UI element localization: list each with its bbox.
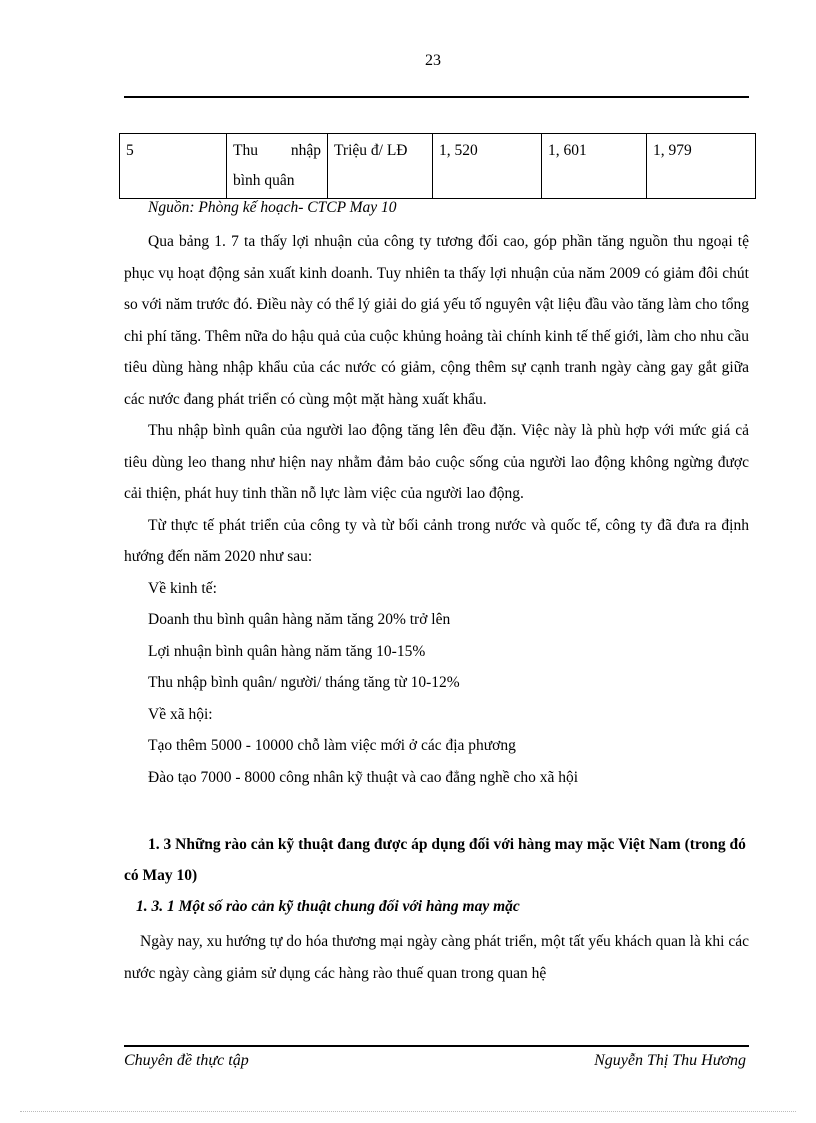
list-item: Doanh thu bình quân hàng năm tăng 20% trở lên (148, 611, 451, 628)
paragraph: Ngày nay, xu hướng tự do hóa thương mại ngày càng phát triển, một tất yếu khách quan là khi các nước ngày càng giảm sử dụng các hàng rào thuế quan trong quan hệ (124, 933, 749, 982)
footer-rule (124, 1045, 749, 1047)
footer-left: Chuyên đề thực tập (124, 1052, 249, 1069)
list-item: Tạo thêm 5000 - 10000 chỗ làm việc mới ở các địa phương (148, 737, 516, 754)
cell-value-1: 1, 520 (433, 134, 542, 199)
header-rule (124, 96, 749, 98)
cell-item (227, 134, 328, 199)
cell-unit: Triệu đ/ LĐ (328, 134, 433, 199)
page-edge (20, 1111, 796, 1112)
table-source: Nguồn: Phòng kế hoạch- CTCP May 10 (148, 199, 397, 216)
list-item: Về xã hội: (148, 705, 213, 723)
list-item: Về kinh tế: (148, 579, 217, 597)
footer-right: Nguyễn Thị Thu Hương (594, 1052, 746, 1069)
body-text-2 (124, 926, 749, 989)
body-text (124, 226, 749, 793)
list-item: Thu nhập bình quân/ người/ tháng tăng từ 10-12% (148, 674, 460, 691)
paragraph: Qua bảng 1. 7 ta thấy lợi nhuận của công ty tương đối cao, góp phần tăng nguồn thu ngoại tệ phục vụ hoạt động sản xuất kinh doanh. Tuy nhiên ta thấy lợi nhuận của năm 2009 có giảm đôi chút so với năm trước đó. Điều này có thể lý giải do giá yếu tố nguyên vật liệu đầu vào tăng làm cho tổng chi phí tăng. Thêm nữa do hậu quả của cuộc khủng hoảng tài chính kinh tế thế giới, làm cho nhu cầu tiêu dùng hàng nhập khẩu của các nước có giảm, cộng thêm sự cạnh tranh ngày càng gay gắt giữa các nước đang phát triển có cùng một mặt hàng xuất khẩu. (124, 233, 749, 408)
table-row (120, 134, 756, 199)
cell-value-3: 1, 979 (647, 134, 756, 199)
data-table (119, 133, 756, 199)
paragraph: Từ thực tế phát triển của công ty và từ bối cảnh trong nước và quốc tế, công ty đã đưa ra định hướng đến năm 2020 như sau: (124, 516, 749, 565)
cell-value-2: 1, 601 (542, 134, 647, 199)
cell-index: 5 (120, 134, 227, 199)
list-item: Đào tạo 7000 - 8000 công nhân kỹ thuật và cao đẳng nghề cho xã hội (148, 768, 579, 786)
list-item: Lợi nhuận bình quân hàng năm tăng 10-15% (148, 642, 426, 660)
paragraph: Thu nhập bình quân của người lao động tăng lên đều đặn. Việc này là phù hợp với mức giá cả tiêu dùng leo thang như hiện nay nhằm đảm bảo cuộc sống của người lao động không ngừng được cải thiện, phát huy tinh thần nỗ lực làm việc của người lao động. (124, 422, 749, 502)
cell-item-line2: bình quân (233, 172, 295, 189)
page-number: 23 (425, 52, 441, 69)
section-heading: 1. 3 Những rào cản kỹ thuật đang được áp dụng đối với hàng may mặc Việt Nam (trong đó có May 10) (124, 836, 746, 884)
subsection-heading: 1. 3. 1 Một số rào cản kỹ thuật chung đối với hàng may mặc (136, 898, 520, 915)
cell-item-line1: Thu nhập (233, 142, 321, 159)
